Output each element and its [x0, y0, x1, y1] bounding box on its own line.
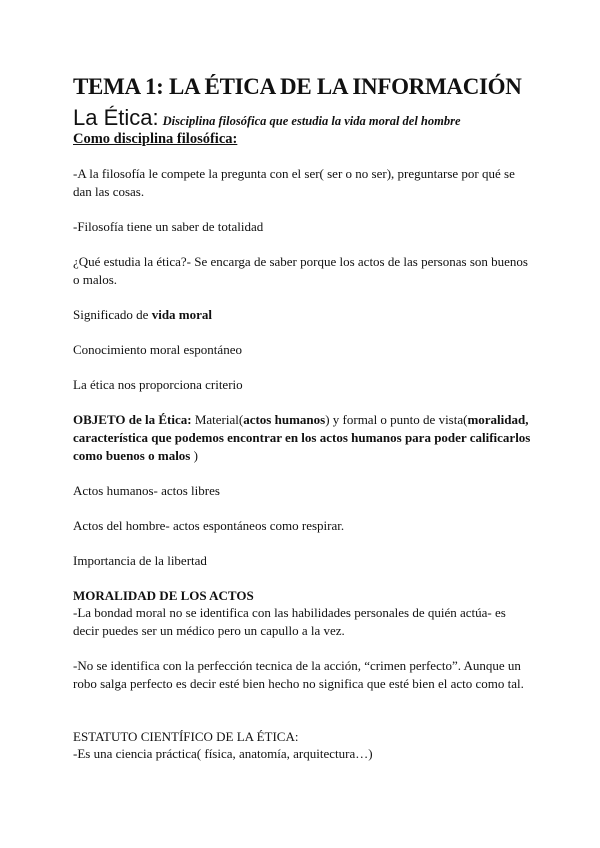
- paragraph-spontaneous-knowledge: Conocimiento moral espontáneo: [73, 342, 242, 357]
- paragraph-criteria: La ética nos proporciona criterio: [73, 377, 243, 392]
- object-text-2: ) y formal o punto de vista(: [325, 412, 468, 427]
- object-formal: moralidad, característica que podemos encontrar en los actos humanos para poder calificarlos como buenos o malos: [73, 412, 531, 463]
- paragraph-human-acts: Actos humanos- actos libres: [73, 483, 220, 498]
- moral-life-prefix: Significado de: [73, 307, 152, 322]
- object-label: OBJETO de la Ética:: [73, 412, 192, 427]
- object-text-1: Material(: [191, 412, 244, 427]
- paragraph-technical-perfection: -No se identifica con la perfección tecnica de la acción, “crimen perfecto”. Aunque un robo salga perfecto es decir esté bien hecho no significa que esté bien el acto como tal.: [73, 658, 524, 691]
- paragraph-moral-goodness: -La bondad moral no se identifica con las habilidades personales de quién actúa- es decir puedes ser un médico pero un capullo a la vez.: [73, 605, 506, 638]
- subtitle-definition: Disciplina filosófica que estudia la vida moral del hombre: [162, 114, 461, 128]
- object-text-3: ): [190, 448, 198, 463]
- paragraph-practical-science: -Es una ciencia práctica( física, anatomía, arquitectura…): [73, 746, 373, 761]
- document-title: TEMA 1: LA ÉTICA DE LA INFORMACIÓN: [73, 74, 522, 99]
- paragraph-moral-life: [73, 306, 533, 324]
- morality-heading: MORALIDAD DE LOS ACTOS: [73, 588, 254, 603]
- paragraph-freedom: Importancia de la libertad: [73, 553, 207, 568]
- subtitle-term: La Ética:: [73, 105, 159, 130]
- section-heading: Como disciplina filosófica:: [73, 131, 238, 147]
- scientific-status-heading: ESTATUTO CIENTÍFICO DE LA ÉTICA:: [73, 729, 299, 744]
- paragraph-acts-of-man: Actos del hombre- actos espontáneos como respirar.: [73, 518, 345, 533]
- moral-life-term: vida moral: [151, 307, 213, 322]
- object-material: actos humanos: [243, 412, 326, 427]
- paragraph-totality: -Filosofía tiene un saber de totalidad: [73, 219, 264, 234]
- paragraph-philosophy-question: -A la filosofía le compete la pregunta con el ser( ser o no ser), preguntarse por qué se dan las cosas.: [73, 166, 515, 199]
- paragraph-object-of-ethics: [73, 411, 533, 465]
- paragraph-what-ethics-studies: ¿Qué estudia la ética?- Se encarga de saber porque los actos de las personas son buenos o malos.: [73, 254, 528, 287]
